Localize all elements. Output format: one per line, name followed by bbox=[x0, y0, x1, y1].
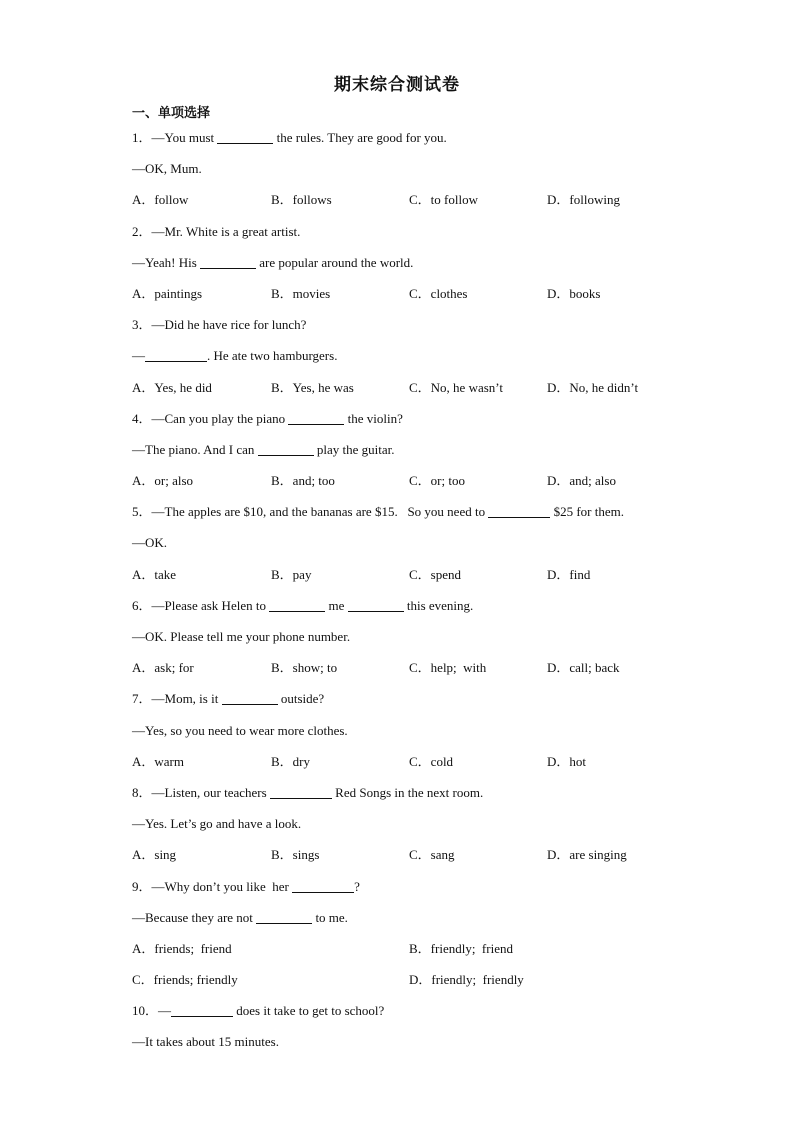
question-list bbox=[132, 126, 692, 1062]
stem-text: —Did he have rice for lunch? bbox=[151, 317, 307, 333]
option-a[interactable]: A．paintings bbox=[132, 285, 203, 301]
stem-text: Red Songs in the next room. bbox=[335, 784, 484, 800]
option-d[interactable]: D．books bbox=[547, 285, 601, 301]
stem-text: —The apples are $10, and the bananas are $15. So you need to bbox=[151, 504, 486, 520]
stem-text: outside? bbox=[280, 691, 325, 707]
question-number: 9． bbox=[132, 878, 152, 894]
answer-blank bbox=[145, 347, 207, 362]
stem-text: —Why don’t you like her bbox=[151, 878, 289, 894]
stem-text: me bbox=[328, 597, 345, 613]
reply-text: play the guitar. bbox=[316, 441, 395, 457]
question-number: 1． bbox=[132, 130, 152, 145]
question-number: 10． bbox=[132, 1003, 159, 1019]
question-10-stem bbox=[132, 999, 692, 1030]
stem-text: — bbox=[158, 1003, 172, 1019]
answer-blank bbox=[288, 410, 344, 425]
option-b[interactable]: B．Yes, he was bbox=[271, 379, 354, 395]
answer-blank bbox=[256, 909, 312, 924]
option-c[interactable]: C．sang bbox=[409, 847, 455, 863]
question-1-stem bbox=[132, 126, 692, 157]
option-a[interactable]: A．or; also bbox=[132, 473, 194, 489]
question-2-stem bbox=[132, 220, 692, 251]
question-8-stem bbox=[132, 781, 692, 812]
question-5-reply: —OK. bbox=[132, 535, 168, 551]
reply-text: —The piano. And I can bbox=[132, 441, 255, 457]
answer-blank bbox=[348, 597, 404, 612]
answer-blank bbox=[270, 784, 332, 799]
question-7-options bbox=[132, 750, 692, 781]
option-c[interactable]: C．spend bbox=[409, 566, 462, 582]
question-9-options-row-1 bbox=[132, 937, 692, 968]
question-5-options bbox=[132, 563, 692, 594]
option-b[interactable]: B．friendly; friend bbox=[409, 940, 513, 956]
option-c[interactable]: C．clothes bbox=[409, 285, 468, 301]
reply-text: . He ate two hamburgers. bbox=[207, 348, 338, 364]
answer-blank bbox=[171, 1002, 233, 1017]
question-8-options bbox=[132, 843, 692, 874]
reply-text: are popular around the world. bbox=[259, 254, 414, 270]
answer-blank bbox=[200, 254, 256, 269]
stem-text: this evening. bbox=[406, 597, 474, 613]
question-6-options bbox=[132, 656, 692, 687]
question-9-reply bbox=[132, 906, 692, 937]
question-2-options bbox=[132, 282, 692, 313]
stem-text: —You must bbox=[151, 130, 215, 145]
option-d[interactable]: D．find bbox=[547, 566, 591, 582]
option-a[interactable]: A．friends; friend bbox=[132, 940, 232, 956]
question-4-reply bbox=[132, 438, 692, 469]
question-number: 4． bbox=[132, 410, 152, 426]
question-3-reply bbox=[132, 344, 692, 375]
option-b[interactable]: B．show; to bbox=[271, 660, 338, 676]
question-number: 3． bbox=[132, 317, 152, 333]
stem-text: the rules. They are good for you. bbox=[276, 130, 447, 145]
question-4-options bbox=[132, 469, 692, 500]
question-9-options-row-2 bbox=[132, 968, 692, 999]
answer-blank bbox=[222, 690, 278, 705]
option-d[interactable]: D．friendly; friendly bbox=[409, 972, 524, 988]
option-a[interactable]: A．ask; for bbox=[132, 660, 194, 676]
stem-text: —Can you play the piano bbox=[151, 410, 286, 426]
question-number: 5． bbox=[132, 504, 152, 520]
option-c[interactable]: C．No, he wasn’t bbox=[409, 379, 504, 395]
reply-text: —Yeah! His bbox=[132, 254, 197, 270]
stem-text: —Please ask Helen to bbox=[151, 597, 266, 613]
option-b[interactable]: B．pay bbox=[271, 566, 312, 582]
stem-text: does it take to get to school? bbox=[236, 1003, 385, 1019]
option-b[interactable]: B．dry bbox=[271, 753, 311, 769]
question-7-reply: —Yes, so you need to wear more clothes. bbox=[132, 722, 348, 738]
answer-blank bbox=[258, 441, 314, 456]
option-b[interactable]: B．follows bbox=[271, 192, 332, 208]
option-b[interactable]: B．sings bbox=[271, 847, 320, 863]
option-c[interactable]: C．to follow bbox=[409, 192, 478, 208]
stem-text: ? bbox=[354, 878, 360, 894]
option-d[interactable]: D．are singing bbox=[547, 847, 627, 863]
page-title: 期末综合测试卷 bbox=[334, 75, 460, 95]
question-3-options bbox=[132, 376, 692, 407]
option-c[interactable]: C．cold bbox=[409, 753, 454, 769]
question-8-reply: —Yes. Let’s go and have a look. bbox=[132, 816, 302, 832]
question-3-stem bbox=[132, 313, 692, 344]
question-number: 6． bbox=[132, 597, 152, 613]
option-c[interactable]: C．help; with bbox=[409, 660, 487, 676]
question-7-stem bbox=[132, 687, 692, 718]
question-5-stem bbox=[132, 500, 692, 531]
option-a[interactable]: A．sing bbox=[132, 847, 177, 863]
reply-text: —Because they are not bbox=[132, 909, 253, 925]
stem-text: the violin? bbox=[347, 410, 403, 426]
question-number: 7． bbox=[132, 691, 152, 707]
option-d[interactable]: D．No, he didn’t bbox=[547, 379, 639, 395]
option-a[interactable]: A．Yes, he did bbox=[132, 379, 212, 395]
option-c[interactable]: C．or; too bbox=[409, 473, 465, 489]
answer-blank bbox=[269, 597, 325, 612]
question-10-reply: —It takes about 15 minutes. bbox=[132, 1034, 279, 1050]
option-b[interactable]: B．and; too bbox=[271, 473, 335, 489]
question-1-options bbox=[132, 188, 692, 219]
option-d[interactable]: D．call; back bbox=[547, 660, 620, 676]
question-number: 8． bbox=[132, 784, 152, 800]
option-d[interactable]: D．hot bbox=[547, 753, 587, 769]
option-a[interactable]: A．follow bbox=[132, 192, 189, 208]
option-a[interactable]: A．take bbox=[132, 566, 177, 582]
reply-text: to me. bbox=[315, 909, 348, 925]
option-b[interactable]: B．movies bbox=[271, 285, 331, 301]
option-d[interactable]: D．following bbox=[547, 192, 620, 208]
answer-blank bbox=[217, 129, 273, 144]
option-d[interactable]: D．and; also bbox=[547, 473, 616, 489]
stem-text: $25 for them. bbox=[553, 504, 624, 520]
question-4-stem bbox=[132, 407, 692, 438]
question-number: 2． bbox=[132, 223, 152, 239]
option-a[interactable]: A．warm bbox=[132, 753, 184, 769]
stem-text: —Listen, our teachers bbox=[151, 784, 267, 800]
question-6-stem bbox=[132, 594, 692, 625]
question-2-reply bbox=[132, 251, 692, 282]
question-9-stem bbox=[132, 875, 692, 906]
reply-text: — bbox=[132, 348, 145, 364]
section-heading: 一、单项选择 bbox=[132, 106, 211, 121]
stem-text: —Mom, is it bbox=[151, 691, 219, 707]
question-6-reply: —OK. Please tell me your phone number. bbox=[132, 629, 351, 644]
option-c[interactable]: C．friends; friendly bbox=[132, 972, 238, 988]
answer-blank bbox=[292, 878, 354, 893]
question-1-reply: —OK, Mum. bbox=[132, 161, 202, 177]
answer-blank bbox=[488, 503, 550, 518]
stem-text: —Mr. White is a great artist. bbox=[151, 223, 301, 239]
